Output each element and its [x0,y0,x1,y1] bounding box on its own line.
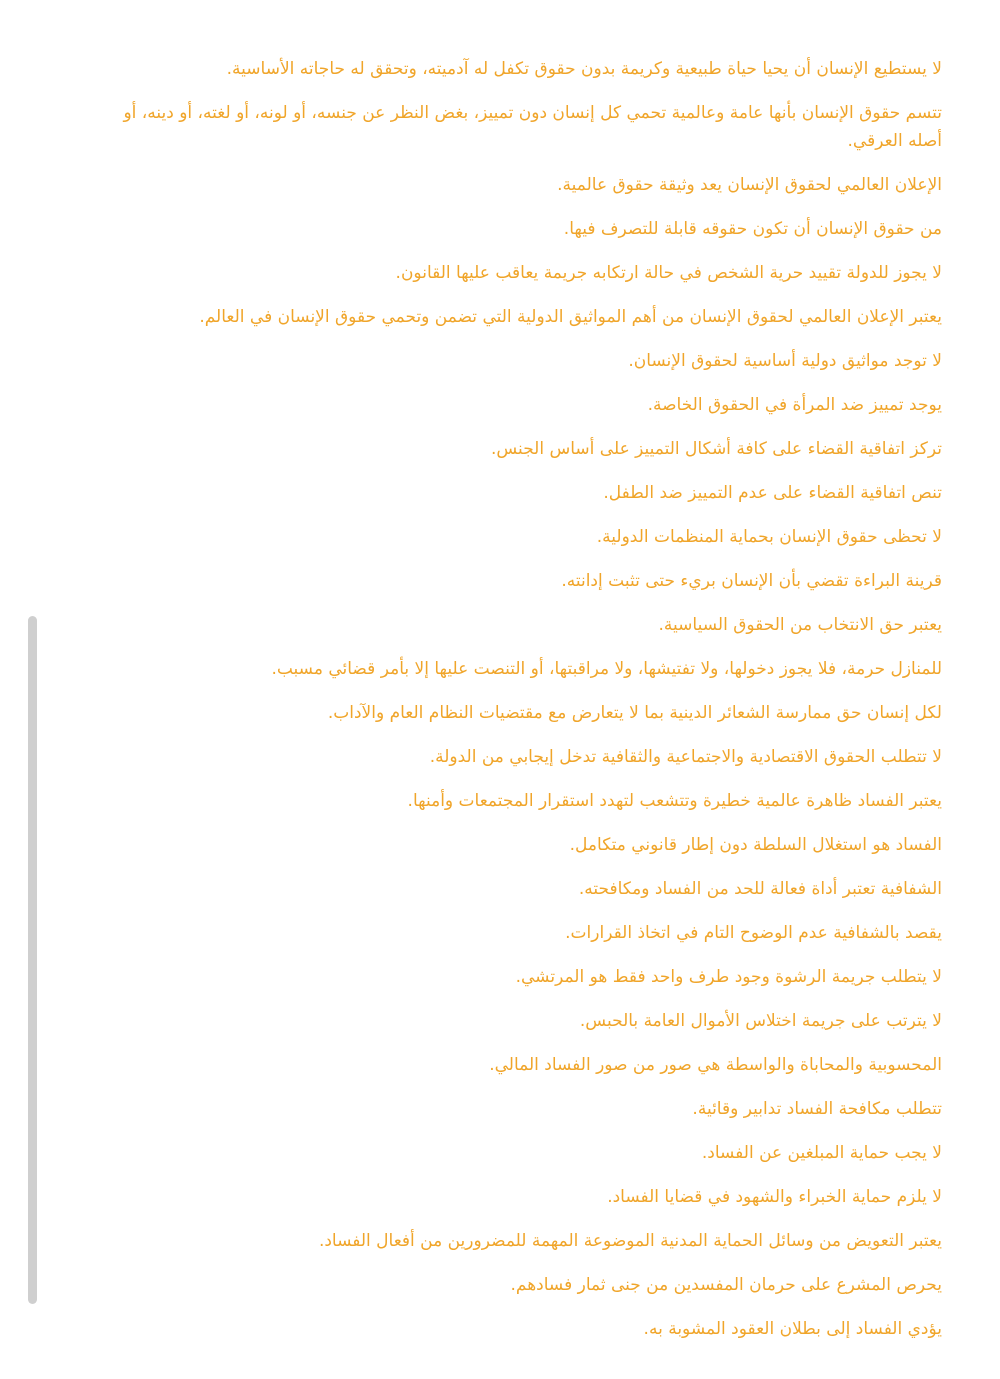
scrollbar-thumb[interactable] [28,616,37,1304]
statement-item: للمنازل حرمة، فلا يجوز دخولها، ولا تفتيشها، ولا مراقبتها، أو التنصت عليها إلا بأمر قضائي مسبب. [271,658,942,679]
statement-item: يقصد بالشفافية عدم الوضوح التام في اتخاذ القرارات. [565,922,942,943]
statement-item: لا توجد مواثيق دولية أساسية لحقوق الإنسان. [628,350,942,371]
statement-item: لا تتطلب الحقوق الاقتصادية والاجتماعية والثقافية تدخل إيجابي من الدولة. [429,746,942,767]
statement-item: لا يجوز للدولة تقييد حرية الشخص في حالة ارتكابه جريمة يعاقب عليها القانون. [395,262,942,283]
statement-item: لا يستطيع الإنسان أن يحيا حياة طبيعية وكريمة بدون حقوق تكفل له آدميته، وتحقق له حاجاته الأساسية. [226,59,942,79]
statement-item: الشفافية تعتبر أداة فعالة للحد من الفساد ومكافحته. [578,878,942,899]
statement-item: يعتبر الإعلان العالمي لحقوق الإنسان من أهم المواثيق الدولية التي تضمن وتحمي حقوق الإنسان في العالم. [199,306,942,327]
statement-item: تركز اتفاقية القضاء على كافة أشكال التمييز على أساس الجنس. [490,438,942,459]
statement-item: لا يلزم حماية الخبراء والشهود في قضايا الفساد. [607,1186,942,1207]
statement-item: لا يترتب على جريمة اختلاس الأموال العامة بالحبس. [579,1010,942,1031]
statement-item: الإعلان العالمي لحقوق الإنسان يعد وثيقة حقوق عالمية. [557,174,942,195]
statement-item: تتطلب مكافحة الفساد تدابير وقائية. [692,1098,942,1119]
statement-item: يؤدي الفساد إلى بطلان العقود المشوبة به. [643,1318,942,1339]
statement-item: قرينة البراءة تقضي بأن الإنسان بريء حتى تثبت إدانته. [561,570,942,591]
statement-item: لا يجب حماية المبلغين عن الفساد. [701,1142,942,1163]
statement-item: يعتبر حق الانتخاب من الحقوق السياسية. [658,614,942,635]
statement-item: من حقوق الإنسان أن تكون حقوقه قابلة للتصرف فيها. [563,218,942,239]
statement-item: لكل إنسان حق ممارسة الشعائر الدينية بما لا يتعارض مع مقتضيات النظام العام والآداب. [327,702,942,723]
statement-item: لا تحظى حقوق الإنسان بحماية المنظمات الدولية. [596,526,942,547]
statement-item: يعتبر الفساد ظاهرة عالمية خطيرة وتتشعب لتهدد استقرار المجتمعات وأمنها. [407,790,942,811]
statement-item: المحسوبية والمحاباة والواسطة هي صور من صور الفساد المالي. [489,1054,942,1075]
statement-item: يوجد تمييز ضد المرأة في الحقوق الخاصة. [647,394,942,415]
statement-item: يحرص المشرع على حرمان المفسدين من جنى ثمار فسادهم. [510,1274,942,1295]
statement-item: يعتبر التعويض من وسائل الحماية المدنية الموضوعة المهمة للمضرورين من أفعال الفساد. [318,1230,942,1251]
statement-item: تتسم حقوق الإنسان بأنها عامة وعالمية تحمي كل إنسان دون تمييز، بغض النظر عن جنسه، أو لونه، أو لغته، أو دينه، أو أصله العرقي. [123,103,942,151]
statement-item: تنص اتفاقية القضاء على عدم التمييز ضد الطفل. [603,482,942,503]
statements-list [100,56,942,1360]
statement-item: لا يتطلب جريمة الرشوة وجود طرف واحد فقط هو المرتشي. [515,966,942,987]
statement-item: الفساد هو استغلال السلطة دون إطار قانوني متكامل. [569,834,942,855]
